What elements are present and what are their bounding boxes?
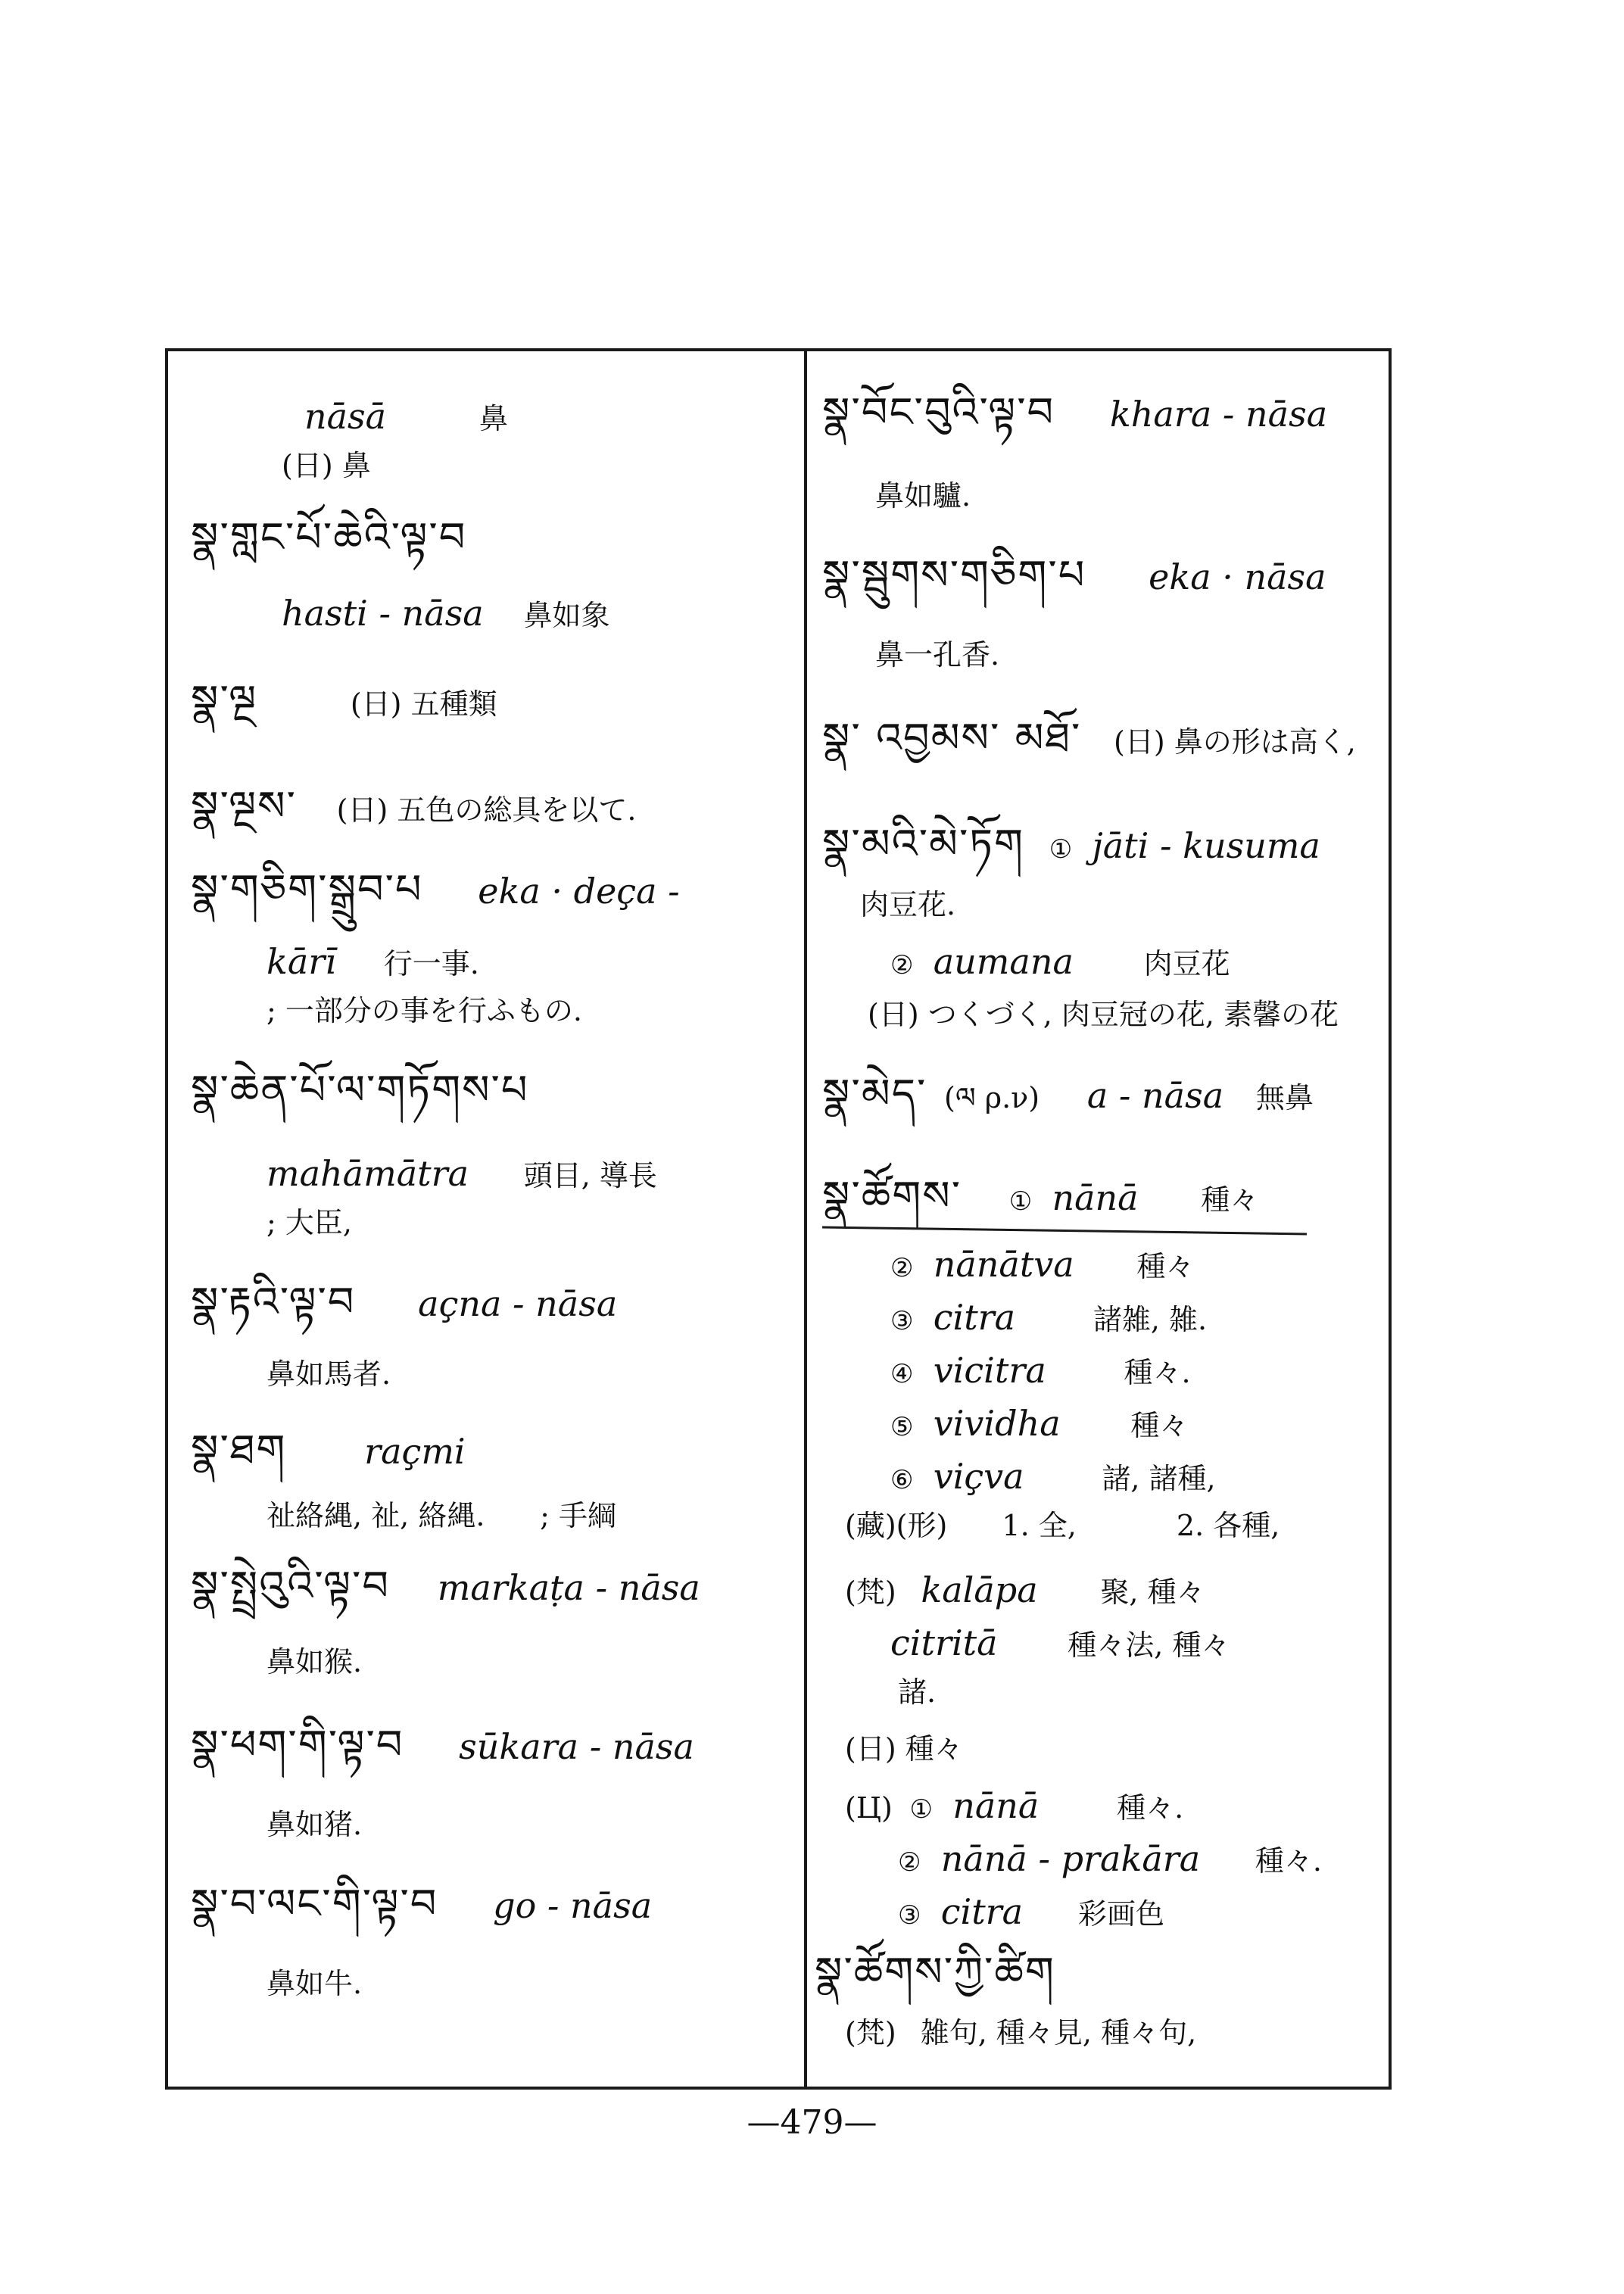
- sense-8: (梵) kalāpa 聚, 種々: [845, 1569, 1205, 1610]
- sense-3: ③ citra 諸雑, 雑.: [890, 1297, 1208, 1338]
- entry-natshogs-tshig-tib: སྣ་ཚོགས་ཀྱི་ཚིག: [815, 1948, 1055, 1996]
- entry-khara-jp: 鼻如驢.: [875, 479, 971, 513]
- page-number: —479—: [747, 2103, 877, 2142]
- entry-nasa: nāsā 鼻: [304, 396, 508, 437]
- entry-jati-note: (日) つくづく, 肉豆冠の花, 素馨の花: [868, 998, 1339, 1031]
- sense-12: (Ц) ① nānā 種々.: [845, 1785, 1184, 1826]
- entry-lngas: སྣ་ལྔས་ (日) 五色の総具を以て.: [191, 782, 637, 830]
- entry-markata-jp: 鼻如猴.: [267, 1645, 363, 1678]
- entry-anasa: སྣ་མེད་ (ལ ρ.ν) a - nāsa 無鼻: [822, 1070, 1314, 1117]
- entry-nasa-note: (日) 鼻: [282, 449, 371, 482]
- entry-ekadesa: སྣ་གཅིག་སྒྲུབ་པ eka · deça -: [191, 865, 680, 913]
- entry-asva: སྣ་རྟའི་ལྟ་བ açna - nāsa: [191, 1278, 618, 1326]
- entry-jati: སྣ་མའི་མེ་ཏོག ① jāti - kusuma: [822, 820, 1320, 868]
- left-column: [168, 351, 804, 2087]
- entry-lnga: སྣ་ལྔ (日) 五種類: [191, 676, 497, 724]
- entry-sukara: སྣ་ཕག་གི་ལྟ་བ sūkara - nāsa: [191, 1721, 694, 1769]
- entry-aumana: ② aumana 肉豆花: [890, 941, 1230, 982]
- entry-natshogs: སྣ་ཚོགས་ ① nānā 種々: [822, 1172, 1259, 1220]
- entry-mahamatra-note: ; 大臣,: [267, 1206, 352, 1239]
- entry-eka-jp: 鼻一孔香.: [875, 638, 1000, 672]
- entry-mahamatra: mahāmātra 頭目, 導長: [267, 1153, 657, 1194]
- underline-rule: [822, 1226, 1307, 1236]
- sense-6: ⑥ viçva 諸, 諸種,: [890, 1456, 1216, 1497]
- sense-9: citritā 種々法, 種々: [890, 1622, 1230, 1663]
- sense-13: ② nānā - prakāra 種々.: [898, 1838, 1322, 1879]
- entry-ekadesa-2: kārī 行一事.: [267, 941, 479, 982]
- entry-eka: སྣ་སྦུགས་གཅིག་པ eka · nāsa: [822, 551, 1326, 599]
- sense-4: ④ vicitra 種々.: [890, 1350, 1191, 1391]
- entry-markata: སྣ་སྤྲེའུའི་ལྟ་བ markaṭa - nāsa: [191, 1562, 700, 1610]
- sense-2: ② nānātva 種々: [890, 1244, 1195, 1285]
- sense-7: (藏)(形) 1. 全, 2. 各種,: [845, 1509, 1280, 1542]
- page-frame: [165, 348, 1392, 2090]
- entry-thag: སྣ་ཐག raçmi: [191, 1426, 466, 1473]
- entry-natshogs-tshig: (梵) 雑句, 種々見, 種々句,: [845, 2016, 1197, 2049]
- entry-go-jp: 鼻如牛.: [267, 1967, 363, 2000]
- right-column: [807, 351, 1392, 2087]
- entry-mahamatra-tib: སྣ་ཆེན་པོ་ལ་གཏོགས་པ: [191, 1066, 529, 1114]
- sense-5: ⑤ vividha 種々: [890, 1403, 1189, 1444]
- entry-sukara-jp: 鼻如猪.: [267, 1808, 363, 1841]
- entry-khara: སྣ་བོང་བུའི་ལྟ་བ khara - nāsa: [822, 388, 1328, 436]
- entry-hasti-tib: སྣ་གླང་པོ་ཆེའི་ལྟ་བ: [191, 513, 467, 561]
- entry-thag-jp: 祉絡縄, 祉, 絡縄. ; 手綱: [267, 1499, 617, 1532]
- entry-form: སྣ་ འབྱམས་ མཐོ་ (日) 鼻の形は高く,: [822, 714, 1356, 762]
- sense-10: 諸.: [898, 1675, 937, 1709]
- sense-14: ③ citra 彩画色: [898, 1891, 1164, 1932]
- entry-go: སྣ་བ་ལང་གི་ལྟ་བ go - nāsa: [191, 1880, 653, 1928]
- entry-ekadesa-note: ; 一部分の事を行ふもの.: [267, 994, 582, 1027]
- entry-hasti: hasti - nāsa 鼻如象: [282, 593, 610, 634]
- sense-11: (日) 種々: [845, 1732, 963, 1766]
- entry-jati-jp: 肉豆花.: [860, 888, 956, 921]
- entry-asva-jp: 鼻如馬者.: [267, 1357, 391, 1391]
